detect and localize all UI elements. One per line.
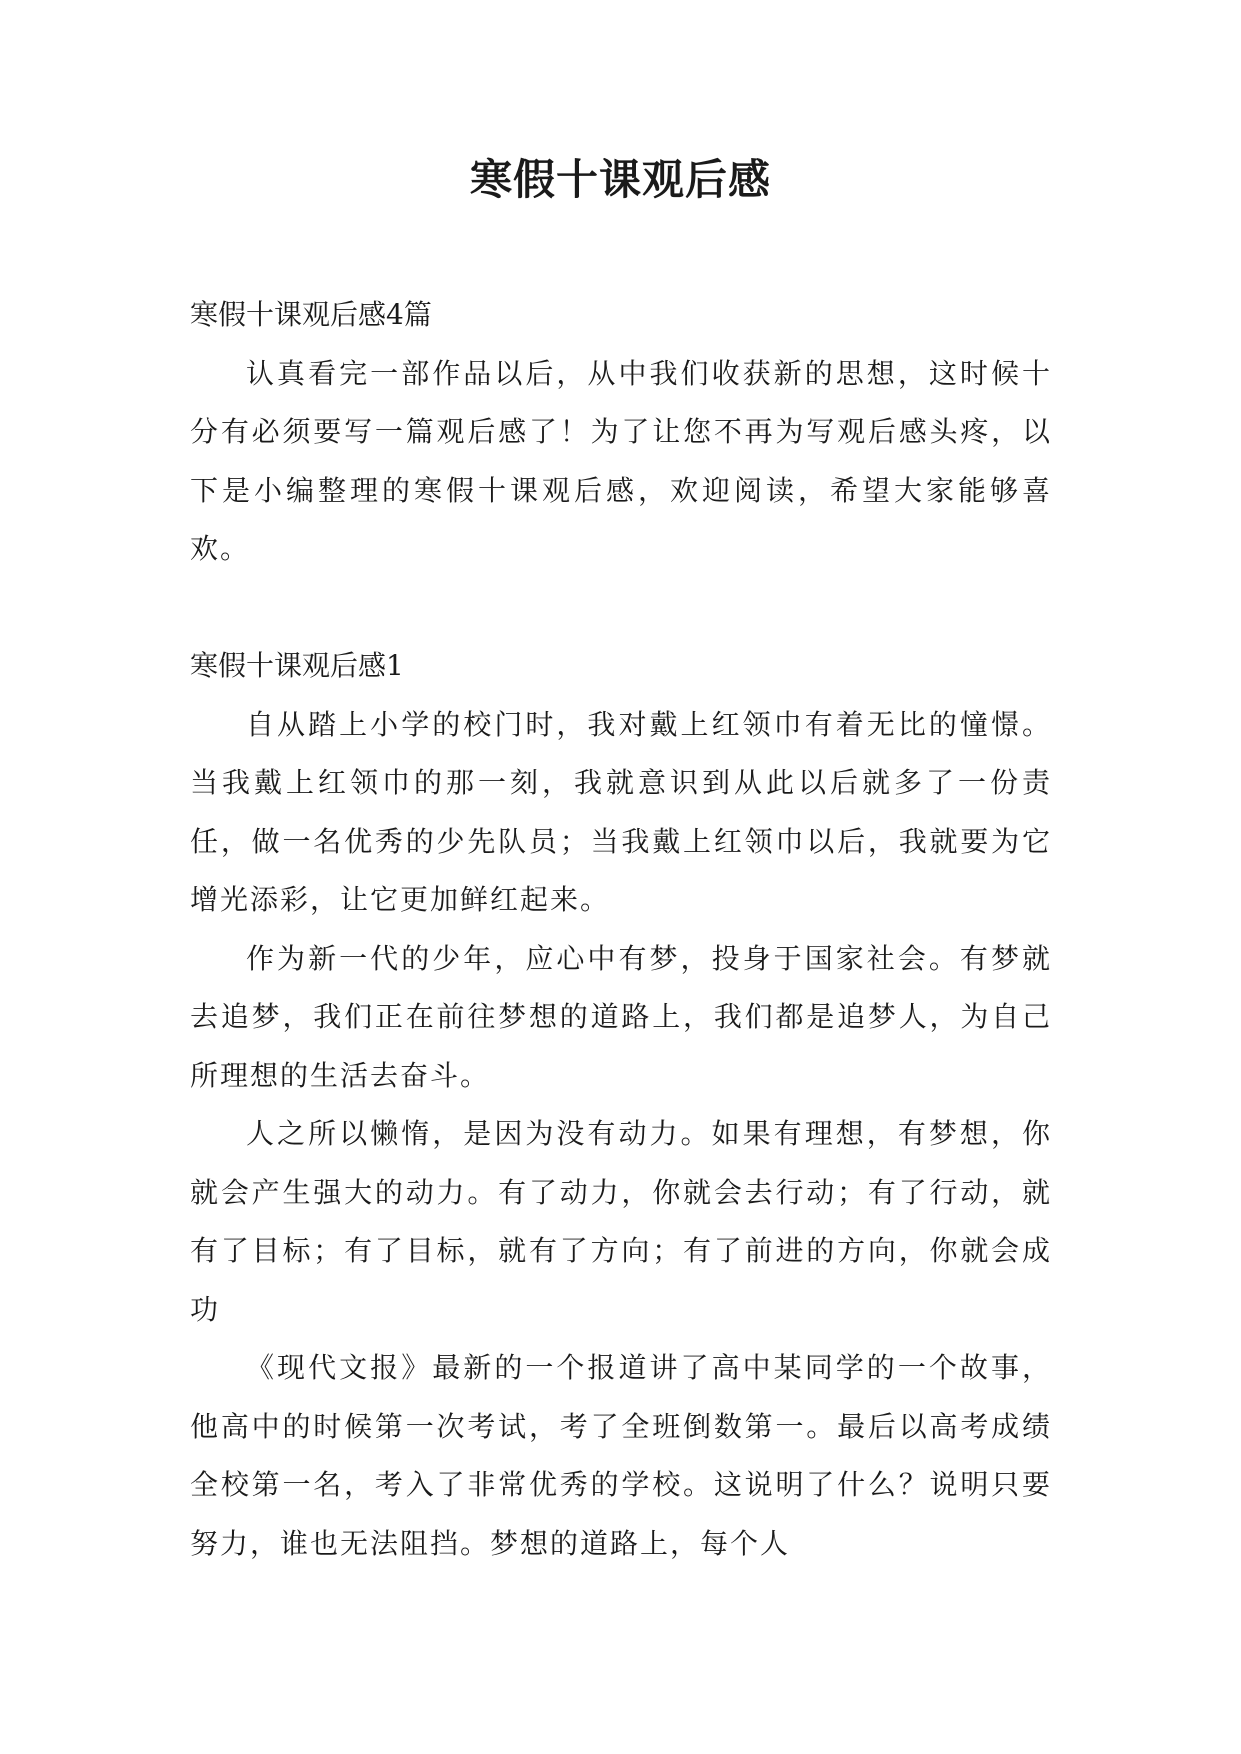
- document-body: [190, 286, 1052, 1573]
- body-paragraph-1: 自从踏上小学的校门时，我对戴上红领巾有着无比的憧憬。当我戴上红领巾的那一刻，我就意识到从此以后就多了一份责任，做一名优秀的少先队员；当我戴上红领巾以后，我就要为它增光添彩，让它更加鲜红起来。: [190, 707, 1052, 916]
- body-paragraph-4: 《现代文报》最新的一个报道讲了高中某同学的一个故事，他高中的时候第一次考试，考了全班倒数第一。最后以高考成绩全校第一名，考入了非常优秀的学校。这说明了什么？说明只要努力，谁也无法阻挡。梦想的道路上，每个人: [190, 1351, 1052, 1560]
- document-subtitle: 寒假十课观后感4篇: [190, 298, 432, 331]
- body-paragraph-2: 作为新一代的少年，应心中有梦，投身于国家社会。有梦就去追梦，我们正在前往梦想的道路上，我们都是追梦人，为自己所理想的生活去奋斗。: [190, 941, 1052, 1092]
- document-title: 寒假十课观后感: [469, 155, 771, 204]
- intro-paragraph: 认真看完一部作品以后，从中我们收获新的思想，这时候十分有必须要写一篇观后感了！为了让您不再为写观后感头疼，以下是小编整理的寒假十课观后感，欢迎阅读，希望大家能够喜欢。: [190, 356, 1052, 565]
- paragraph-gap: [190, 579, 1052, 638]
- body-paragraph-3: 人之所以懒惰，是因为没有动力。如果有理想，有梦想，你就会产生强大的动力。有了动力，你就会去行动；有了行动，就有了目标；有了目标，就有了方向；有了前进的方向，你就会成功: [190, 1117, 1052, 1326]
- section-heading: 寒假十课观后感1: [190, 649, 404, 682]
